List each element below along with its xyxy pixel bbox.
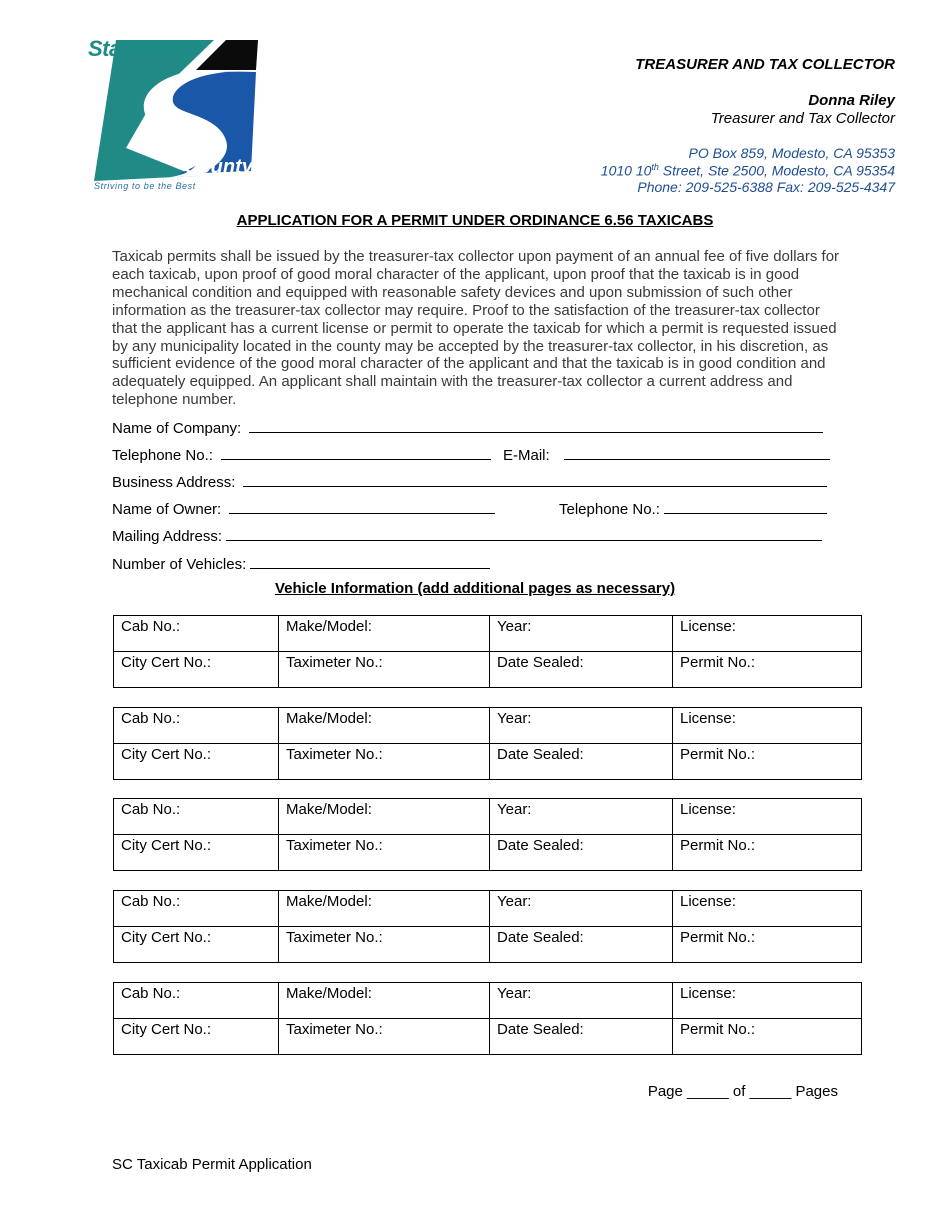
footer-label: SC Taxicab Permit Application	[112, 1156, 312, 1173]
owner-label: Name of Owner:	[112, 501, 222, 518]
permit-no-label: Permit No.:	[680, 1021, 756, 1038]
cab-no-label: Cab No.:	[121, 710, 181, 727]
taximeter-cell[interactable]	[279, 652, 490, 688]
cab-no-cell[interactable]	[114, 983, 279, 1019]
address-phone-fax: Phone: 209-525-6388 Fax: 209-525-4347	[637, 179, 895, 195]
vehicle-row	[114, 799, 862, 835]
city-cert-label: City Cert No.:	[121, 1021, 212, 1038]
vehicles-count-input-line[interactable]	[250, 554, 490, 569]
cab-no-cell[interactable]	[114, 799, 279, 835]
city-cert-cell[interactable]	[114, 927, 279, 963]
license-cell[interactable]	[673, 708, 862, 744]
make-model-cell[interactable]	[279, 616, 490, 652]
date-sealed-label: Date Sealed:	[497, 654, 584, 671]
license-cell[interactable]	[673, 616, 862, 652]
business-address-label: Business Address:	[112, 474, 236, 491]
telephone-label: Telephone No.:	[112, 447, 213, 464]
year-label: Year:	[497, 985, 532, 1002]
make-model-label: Make/Model:	[286, 893, 372, 910]
logo-word-county: County	[184, 156, 253, 178]
make-model-cell[interactable]	[279, 891, 490, 927]
telephone-input-line[interactable]	[221, 445, 491, 460]
date-sealed-cell[interactable]	[490, 927, 673, 963]
owner-input-line[interactable]	[229, 499, 495, 514]
vehicle-row	[114, 616, 862, 652]
address-street	[601, 162, 895, 179]
permit-no-label: Permit No.:	[680, 837, 756, 854]
year-cell[interactable]	[490, 799, 673, 835]
license-label: License:	[680, 985, 736, 1002]
vehicle-row	[114, 744, 862, 780]
year-label: Year:	[497, 618, 532, 635]
vehicle-row	[114, 891, 862, 927]
license-cell[interactable]	[673, 983, 862, 1019]
company-input-line[interactable]	[249, 418, 823, 433]
email-input-line[interactable]	[564, 445, 830, 460]
address-po-box: PO Box 859, Modesto, CA 95353	[688, 145, 895, 161]
city-cert-label: City Cert No.:	[121, 654, 212, 671]
city-cert-cell[interactable]	[114, 652, 279, 688]
taximeter-label: Taximeter No.:	[286, 1021, 383, 1038]
taximeter-cell[interactable]	[279, 927, 490, 963]
logo-tagline: Striving to be the Best	[94, 181, 196, 191]
make-model-label: Make/Model:	[286, 710, 372, 727]
license-label: License:	[680, 893, 736, 910]
date-sealed-label: Date Sealed:	[497, 746, 584, 763]
mailing-address-field[interactable]	[112, 526, 822, 545]
taximeter-label: Taximeter No.:	[286, 837, 383, 854]
permit-no-label: Permit No.:	[680, 929, 756, 946]
make-model-cell[interactable]	[279, 708, 490, 744]
taximeter-cell[interactable]	[279, 744, 490, 780]
city-cert-label: City Cert No.:	[121, 837, 212, 854]
year-label: Year:	[497, 893, 532, 910]
vehicle-section-title: Vehicle Information (add additional pages as necessary)	[274, 580, 676, 597]
address-street-number: 1010 10	[600, 162, 652, 179]
year-cell[interactable]	[490, 708, 673, 744]
date-sealed-cell[interactable]	[490, 744, 673, 780]
city-cert-cell[interactable]	[114, 835, 279, 871]
permit-no-cell[interactable]	[673, 1019, 862, 1055]
page-title: APPLICATION FOR A PERMIT UNDER ORDINANCE 6.56 TAXICABS	[236, 212, 714, 229]
city-cert-label: City Cert No.:	[121, 929, 212, 946]
vehicle-row	[114, 983, 862, 1019]
official-name: Donna Riley	[808, 92, 895, 109]
owner-field[interactable]	[112, 499, 495, 518]
taximeter-label: Taximeter No.:	[286, 654, 383, 671]
cab-no-cell[interactable]	[114, 616, 279, 652]
vehicle-row	[114, 652, 862, 688]
vehicle-row	[114, 927, 862, 963]
date-sealed-label: Date Sealed:	[497, 929, 584, 946]
taximeter-cell[interactable]	[279, 835, 490, 871]
ordinance-paragraph: Taxicab permits shall be issued by the treasurer-tax collector upon payment of an annual fee of five dollars for each taxicab, upon proof of good moral character of the applicant, upon proof that the taxicab is in good mechanical condition and equipped with reasonable safety devices and upon submission of such other information as the treasurer-tax collector may require. Proof to the satisfaction of the treasurer-tax collector that the applicant has a current license or permit to operate the taxicab for which a permit is requested issued by any municipality located in the county may be accepted by the treasurer-tax collector, in his discretion, as sufficient evidence of the good moral character of the applicant and that the taxicab is in good condition and adequately equipped. An applicant shall maintain with the treasurer-tax collector a current address and telephone number.	[112, 248, 840, 409]
department-name: TREASURER AND TAX COLLECTOR	[635, 56, 895, 73]
taximeter-label: Taximeter No.:	[286, 929, 383, 946]
make-model-label: Make/Model:	[286, 801, 372, 818]
vehicle-table	[113, 707, 862, 780]
vehicle-table	[113, 798, 862, 871]
address-street-rest: Street, Ste 2500, Modesto, CA 95354	[658, 162, 895, 179]
permit-no-cell[interactable]	[673, 927, 862, 963]
make-model-cell[interactable]	[279, 983, 490, 1019]
license-cell[interactable]	[673, 891, 862, 927]
cab-no-label: Cab No.:	[121, 893, 181, 910]
license-label: License:	[680, 801, 736, 818]
taximeter-cell[interactable]	[279, 1019, 490, 1055]
company-field[interactable]	[112, 418, 823, 437]
year-cell[interactable]	[490, 616, 673, 652]
address-street-ordinal: th	[651, 162, 659, 172]
cab-no-label: Cab No.:	[121, 801, 181, 818]
permit-no-cell[interactable]	[673, 652, 862, 688]
city-cert-cell[interactable]	[114, 1019, 279, 1055]
license-label: License:	[680, 618, 736, 635]
county-logo	[86, 36, 266, 196]
vehicle-table	[113, 982, 862, 1055]
logo-word-stanislaus: Stanislaus	[88, 36, 194, 61]
date-sealed-cell[interactable]	[490, 1019, 673, 1055]
permit-no-label: Permit No.:	[680, 746, 756, 763]
cab-no-label: Cab No.:	[121, 618, 181, 635]
taximeter-label: Taximeter No.:	[286, 746, 383, 763]
make-model-label: Make/Model:	[286, 618, 372, 635]
email-field[interactable]	[503, 445, 830, 464]
vehicles-count-field[interactable]	[112, 554, 490, 573]
vehicle-row	[114, 835, 862, 871]
make-model-cell[interactable]	[279, 799, 490, 835]
business-address-field[interactable]	[112, 472, 827, 491]
mailing-address-input-line[interactable]	[226, 526, 822, 541]
cab-no-label: Cab No.:	[121, 985, 181, 1002]
city-cert-cell[interactable]	[114, 744, 279, 780]
page-count: Page _____ of _____ Pages	[647, 1083, 838, 1100]
year-label: Year:	[497, 801, 532, 818]
city-cert-label: City Cert No.:	[121, 746, 212, 763]
vehicle-row	[114, 1019, 862, 1055]
business-address-input-line[interactable]	[243, 472, 827, 487]
permit-no-cell[interactable]	[673, 835, 862, 871]
email-label: E-Mail:	[503, 447, 550, 464]
permit-no-cell[interactable]	[673, 744, 862, 780]
cab-no-cell[interactable]	[114, 708, 279, 744]
official-title: Treasurer and Tax Collector	[710, 110, 895, 127]
owner-telephone-input-line[interactable]	[664, 499, 827, 514]
vehicles-count-label: Number of Vehicles:	[112, 556, 247, 573]
year-cell[interactable]	[490, 891, 673, 927]
owner-telephone-field[interactable]	[559, 499, 827, 518]
date-sealed-label: Date Sealed:	[497, 837, 584, 854]
vehicle-row	[114, 708, 862, 744]
vehicle-table	[113, 615, 862, 688]
date-sealed-cell[interactable]	[490, 835, 673, 871]
mailing-address-label: Mailing Address:	[112, 528, 223, 545]
year-label: Year:	[497, 710, 532, 727]
make-model-label: Make/Model:	[286, 985, 372, 1002]
year-cell[interactable]	[490, 983, 673, 1019]
permit-no-label: Permit No.:	[680, 654, 756, 671]
telephone-field[interactable]	[112, 445, 491, 464]
cab-no-cell[interactable]	[114, 891, 279, 927]
date-sealed-cell[interactable]	[490, 652, 673, 688]
company-label: Name of Company:	[112, 420, 242, 437]
date-sealed-label: Date Sealed:	[497, 1021, 584, 1038]
license-cell[interactable]	[673, 799, 862, 835]
owner-telephone-label: Telephone No.:	[559, 501, 660, 518]
license-label: License:	[680, 710, 736, 727]
vehicle-table	[113, 890, 862, 963]
